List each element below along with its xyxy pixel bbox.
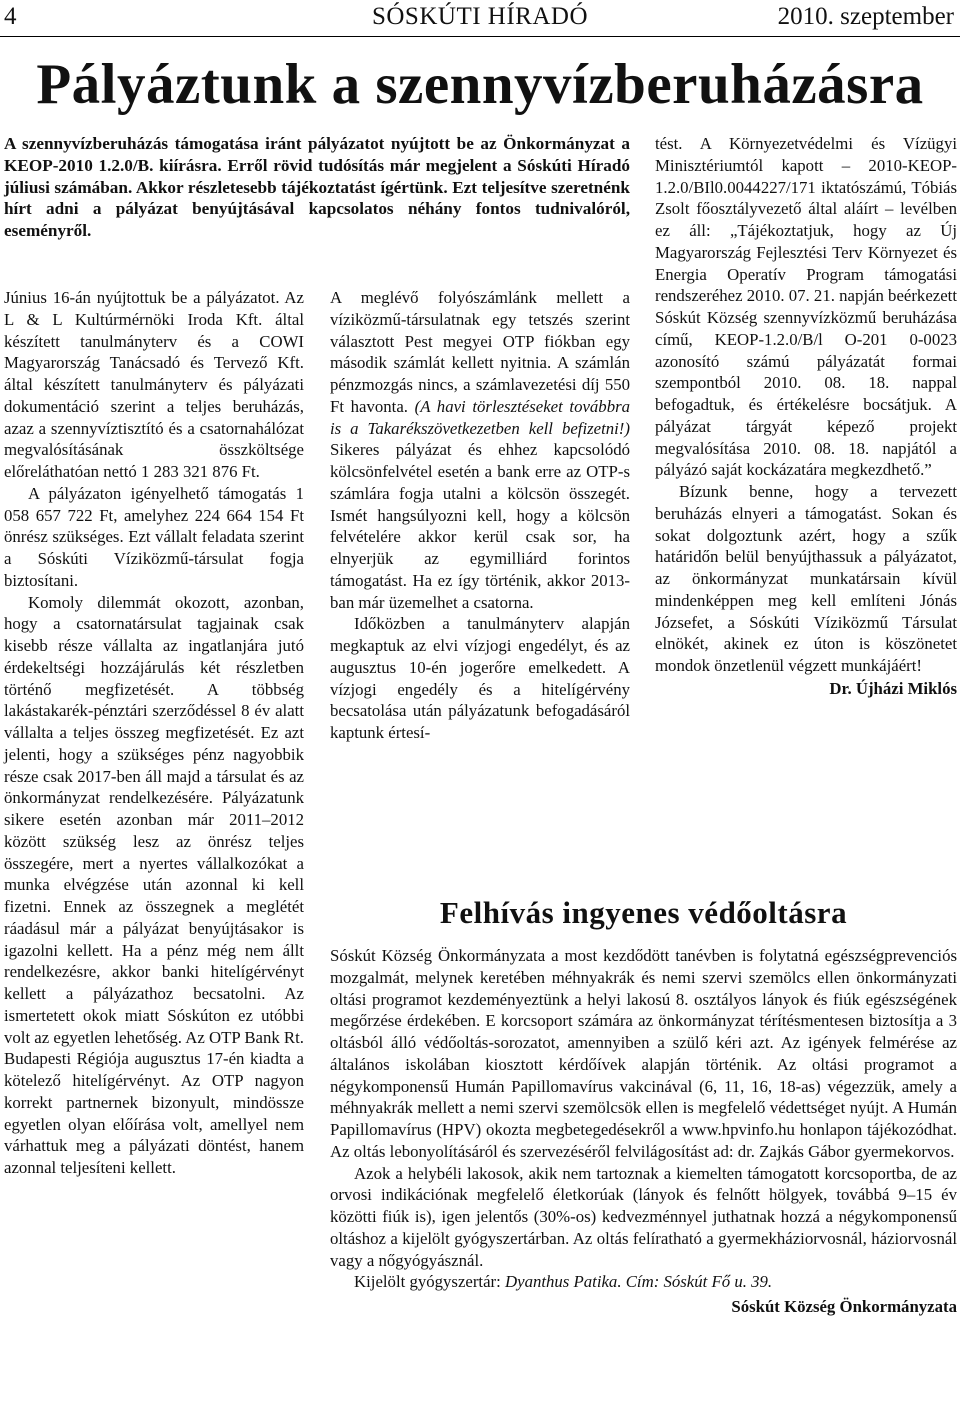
text-run: Kijelölt gyógyszertár: — [354, 1272, 505, 1292]
article2-body — [330, 945, 957, 1318]
paragraph: Bízunk benne, hogy a tervezett beruházás elnyeri a támogatást. Sokan és sokat dolgoztunk azért, hogy a szűk határidőn belül benyújthassuk a pályázatot, az önkormányzat munkatársain kívül mindenképpen meg kell említeni Jónás Józsefet, a Sóskúti Víziközmű Társulat elnökét, akinek ez úton is köszönetet mondok önzetlenül végzett munkájáért! — [655, 482, 957, 675]
italic-note: (A havi törlesztéseket továbbra is a Takarékszövetkezetben kell befizetni!) — [330, 396, 631, 438]
article-title: Pályáztunk a szennyvízberuházásra — [36, 53, 924, 116]
paragraph: Június 16-án nyújtottuk be a pályázatot. Az L & L Kultúrmérnöki Iroda Kft. által készített tanulmányterv és a COWI Magyarország Tanácsadó és Tervező Kft. által készített tanulmányterv és pályázati dokumentáció szerint a teljes beruházás, azaz a szennyvíztisztító és a csatornahálózat megvalósításának összköltsége előreláthatóan nettó 1 283 321 876 Ft. — [4, 288, 304, 481]
paragraph — [330, 287, 630, 613]
article-column-1 — [4, 287, 304, 1179]
paragraph — [330, 1271, 957, 1293]
article-column-3 — [655, 133, 957, 700]
pharmacy-name: Dyanthus Patika. Cím: Sóskút Fő u. 39. — [505, 1272, 773, 1292]
page-number: 4 — [4, 3, 17, 30]
article2-title: Felhívás ingyenes védőoltásra — [439, 895, 848, 930]
paragraph: Időközben a tanulmányterv alapján megkaptuk az elvi vízjogi engedélyt, és az augusztus 10-én jogerőre emelkedett. A vízjogi engedély és a hitelígérvény becsatolása után pályázatunk befogadásáról kaptunk értesí- — [330, 614, 630, 742]
article-author: Dr. Újházi Miklós — [829, 678, 957, 698]
paragraph: Azok a helybéli lakosok, akik nem tartoznak a kiemelten támogatott korcsoportba, de az orvosi indikációnak megfelelő életkorúak (lányok és felnőtt hölgyek, továbbá 9–15 év közötti fiúk is), igen jelentős (30%-os) kedvezménnyel juthatnak hozzá a négykomponensű oltáshoz a kijelölt gyógyszertárban. Az oltás felíratható a gyermekháziorvosnál, háziorvosnál vagy a nőgyógyásznál. — [330, 1163, 957, 1270]
article-lead — [4, 133, 630, 242]
paragraph: A pályázaton igényelhető támogatás 1 058 657 722 Ft, amelyhez 224 664 154 Ft önrész szükséges. Ezt vállalt feladata szerint a Sóskúti Víziközmű-társulat fogja biztosítani. — [4, 483, 304, 590]
text-run: Sikeres pályázat és ehhez kapcsolódó kölcsönfelvétel esetén a bank erre az OTP-s számlára fogja utalni a kölcsön összegét. Ismét hangsúlyozni kell, hogy a kölcsön felvételére akkor kerül csak sor, ha elnyerjük az egymilliárd forintos támogatást. Ha ez így történik, akkor 2013-ban már üzemelhet a csatorna. — [330, 440, 630, 612]
paragraph: Komoly dilemmát okozott, azonban, hogy a csatornatársulat tagjainak csak kisebb része vállalta az ingatlanjára jutó érdekeltségi hozzájárulás két részletben történő megfizetését. A többség lakástakarék-pénztári szerződéssel 8 év alatt vállalta a teljes összeg megfizetését. Ez azt jelenti, hogy a szükséges pénz nagyobbik része csak 2017-ben áll majd a társulat és az önkormányzat rendelkezésére. Pályázatunk sikere esetén azonban már 2011–2012 között szükség lesz az önrész teljes összegére, mert a nyertes vállalkozókat a munka elvégzése után azonnal ki kell fizetni. Ennek az összegnek a meglétét ráadásul már a pályázat benyújtásakor is igazolni kellett. Ha a pénz még nem állt rendelkezésre, akkor banki hitelígérvényt kellett a pályázathoz becsatolni. Az ismertetett okok miatt Sóskúton ez utóbbi volt az egyetlen lehetőség. Az OTP Bank Rt. Budapesti Régiója augusztus 17-én kiadta a kötelező hitelígérvényt. Az OTP nagyon korrekt partnernek bizonyult, mindössze egyetlen olyan előírása volt, amellyel nem várhattuk meg a pályázati döntést, hanem azonnal teljesíteni kellett. — [4, 592, 304, 1177]
publication-name: SÓSKÚTI HÍRADÓ — [371, 3, 589, 30]
page-header — [0, 0, 960, 37]
paragraph: Sóskút Község Önkormányzata a most kezdődött tanévben is folytatná egészségprevenciós mozgalmát, melynek keretében méhnyakrák és nemi szervi szemölcs ellen önkormányzati oltási programot kezdeményeztünk a helyi lakosú 8. osztályos lányok és fiúk egészségének megőrzése érdekében. E korcsoport számára az önkormányzat térítésmentesen biztosítja a 3 oltásból álló védőoltás-sorozatot, amennyiben a szülő kéri azt. Az igények felmérése az általános iskolában kiosztott kérdőívek alapján történik. Az oltási programot a négykomponensű Humán Papillomavírus vakcinával (6, 11, 16, 18-as) végezzük, amely a méhnyakrák mellett a nemi szervi szemölcsök ellen is megfelelő védettséget nyújt. A Humán Papillomavírus (HPV) okozta megbetegedésekről a www.hpvinfo.hu honlapon tájékozódhat. Az oltás lebonyolításáról és szervezéséről felvilágosítást ad: dr. Zajkás Gábor gyermekorvos. — [330, 946, 957, 1161]
article-column-2 — [330, 287, 630, 744]
lead-paragraph: A szennyvízberuházás támogatása iránt pályázatot nyújtott be az Önkormányzat a KEOP-2010 1.2.0/B. kiírásra. Erről rövid tudósítás már megjelent a Sóskúti Híradó júliusi számában. Akkor részletesebb tájékoztatást ígértünk. Ezt teljesítve szeretnénk hírt adni a pályázat benyújtásával kapcsolatos néhány fontos tudnivalóról, eseményről. — [4, 134, 630, 240]
text-run: A meglévő folyószámlánk mellett a víziközmű-társulatnak egy tetszés szerint választott Pest megyei OTP fiókban egy második számlát kellett nyitnia. A számlán pénzmozgás nincs, a számlavezetési díj 550 Ft havonta. — [330, 288, 630, 416]
paragraph: tést. A Környezetvédelmi és Vízügyi Minisztériumtól kapott – 2010-KEOP-1.2.0/BIl0.0044227/171 iktatószámú, Tóbiás Zsolt főosztályvezető által aláírt – levélben ez áll: „Tájékoztatjuk, hogy az Új Magyarország Fejlesztési Terv Környezet és Energia Operatív Program támogatási rendszeréhez 2010. 07. 21. napján beérkezett Sóskút Község szennyvízközmű beruházása című, KEOP-1.2.0/B/l O-201 0-0023 azonosító számú pályázatát formai szempontból 2010. 08. 18. nappal befogadtuk, és értékelésre bocsátjuk. A pályázat tárgyát képező projekt megvalósítása 2010. 08. 18. napjától a pályázó saját kockázatára megkezdhető.” — [655, 134, 957, 480]
issue-date: 2010. szeptember — [777, 3, 954, 30]
article2-signature: Sóskút Község Önkormányzata — [731, 1297, 957, 1316]
